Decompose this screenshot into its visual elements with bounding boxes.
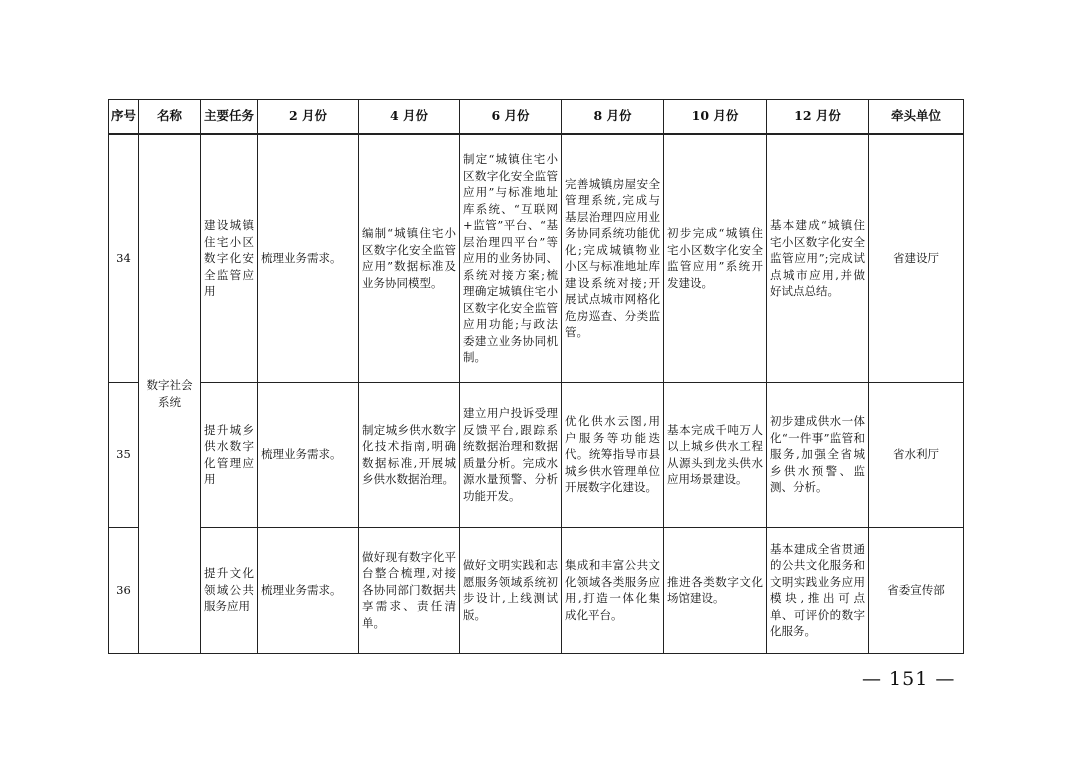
header-name: 名称 <box>139 100 201 135</box>
header-jun: 6 月份 <box>460 100 562 135</box>
lead-cell: 省建设厅 <box>869 134 964 382</box>
feb-cell: 梳理业务需求。 <box>258 382 359 527</box>
oct-cell: 推进各类数字文化场馆建设。 <box>664 527 767 653</box>
lead-cell: 省委宣传部 <box>869 527 964 653</box>
dec-cell: 基本建成“城镇住宅小区数字化安全监管应用”;完成试点城市应用,并做好试点总结。 <box>767 134 869 382</box>
header-task: 主要任务 <box>201 100 258 135</box>
aug-cell: 优化供水云图,用户服务等功能迭代。统筹指导市县城乡供水管理单位开展数字化建设。 <box>562 382 664 527</box>
lead-cell: 省水利厅 <box>869 382 964 527</box>
jun-cell: 做好文明实践和志愿服务领域系统初步设计,上线测试版。 <box>460 527 562 653</box>
task-cell: 提升文化领域公共服务应用 <box>201 527 258 653</box>
group-name: 数字社会系统 <box>139 134 201 653</box>
header-no: 序号 <box>109 100 139 135</box>
oct-cell: 初步完成“城镇住宅小区数字化安全监管应用”系统开发建设。 <box>664 134 767 382</box>
row-number: 35 <box>109 382 139 527</box>
jun-cell: 制定“城镇住宅小区数字化安全监管应用”与标准地址库系统、“互联网+监管”平台、“基层治理四平台”等应用的业务协同、系统对接方案;梳理确定城镇住宅小区数字化安全监管应用功能;与政法委建立业务协同机制。 <box>460 134 562 382</box>
table-row <box>109 382 964 527</box>
dec-cell: 初步建成供水一体化“一件事”监管和服务,加强全省城乡供水预警、监测、分析。 <box>767 382 869 527</box>
header-aug: 8 月份 <box>562 100 664 135</box>
header-apr: 4 月份 <box>359 100 460 135</box>
header-row <box>109 100 964 135</box>
task-cell: 建设城镇住宅小区数字化安全监管应用 <box>201 134 258 382</box>
apr-cell: 做好现有数字化平台整合梳理,对接各协同部门数据共享需求、责任清单。 <box>359 527 460 653</box>
table-row <box>109 527 964 653</box>
dec-cell: 基本建成全省贯通的公共文化服务和文明实践业务应用模块,推出可点单、可评价的数字化服务。 <box>767 527 869 653</box>
row-number: 36 <box>109 527 139 653</box>
aug-cell: 完善城镇房屋安全管理系统,完成与基层治理四应用业务协同系统功能优化;完成城镇物业小区与标准地址库建设系统对接;开展试点城市网格化危房巡查、分类监管。 <box>562 134 664 382</box>
aug-cell: 集成和丰富公共文化领域各类服务应用,打造一体化集成化平台。 <box>562 527 664 653</box>
oct-cell: 基本完成千吨万人以上城乡供水工程从源头到龙头供水应用场景建设。 <box>664 382 767 527</box>
task-cell: 提升城乡供水数字化管理应用 <box>201 382 258 527</box>
header-feb: 2 月份 <box>258 100 359 135</box>
header-dec: 12 月份 <box>767 100 869 135</box>
page-number: — 151 — <box>862 668 956 690</box>
feb-cell: 梳理业务需求。 <box>258 527 359 653</box>
apr-cell: 制定城乡供水数字化技术指南,明确数据标准,开展城乡供水数据治理。 <box>359 382 460 527</box>
feb-cell: 梳理业务需求。 <box>258 134 359 382</box>
header-oct: 10 月份 <box>664 100 767 135</box>
jun-cell: 建立用户投诉受理反馈平台,跟踪系统数据治理和数据质量分析。完成水源水量预警、分析功能开发。 <box>460 382 562 527</box>
table-row <box>109 134 964 382</box>
plan-table <box>108 99 964 654</box>
apr-cell: 编制“城镇住宅小区数字化安全监管应用”数据标准及业务协同模型。 <box>359 134 460 382</box>
header-lead: 牵头单位 <box>869 100 964 135</box>
row-number: 34 <box>109 134 139 382</box>
